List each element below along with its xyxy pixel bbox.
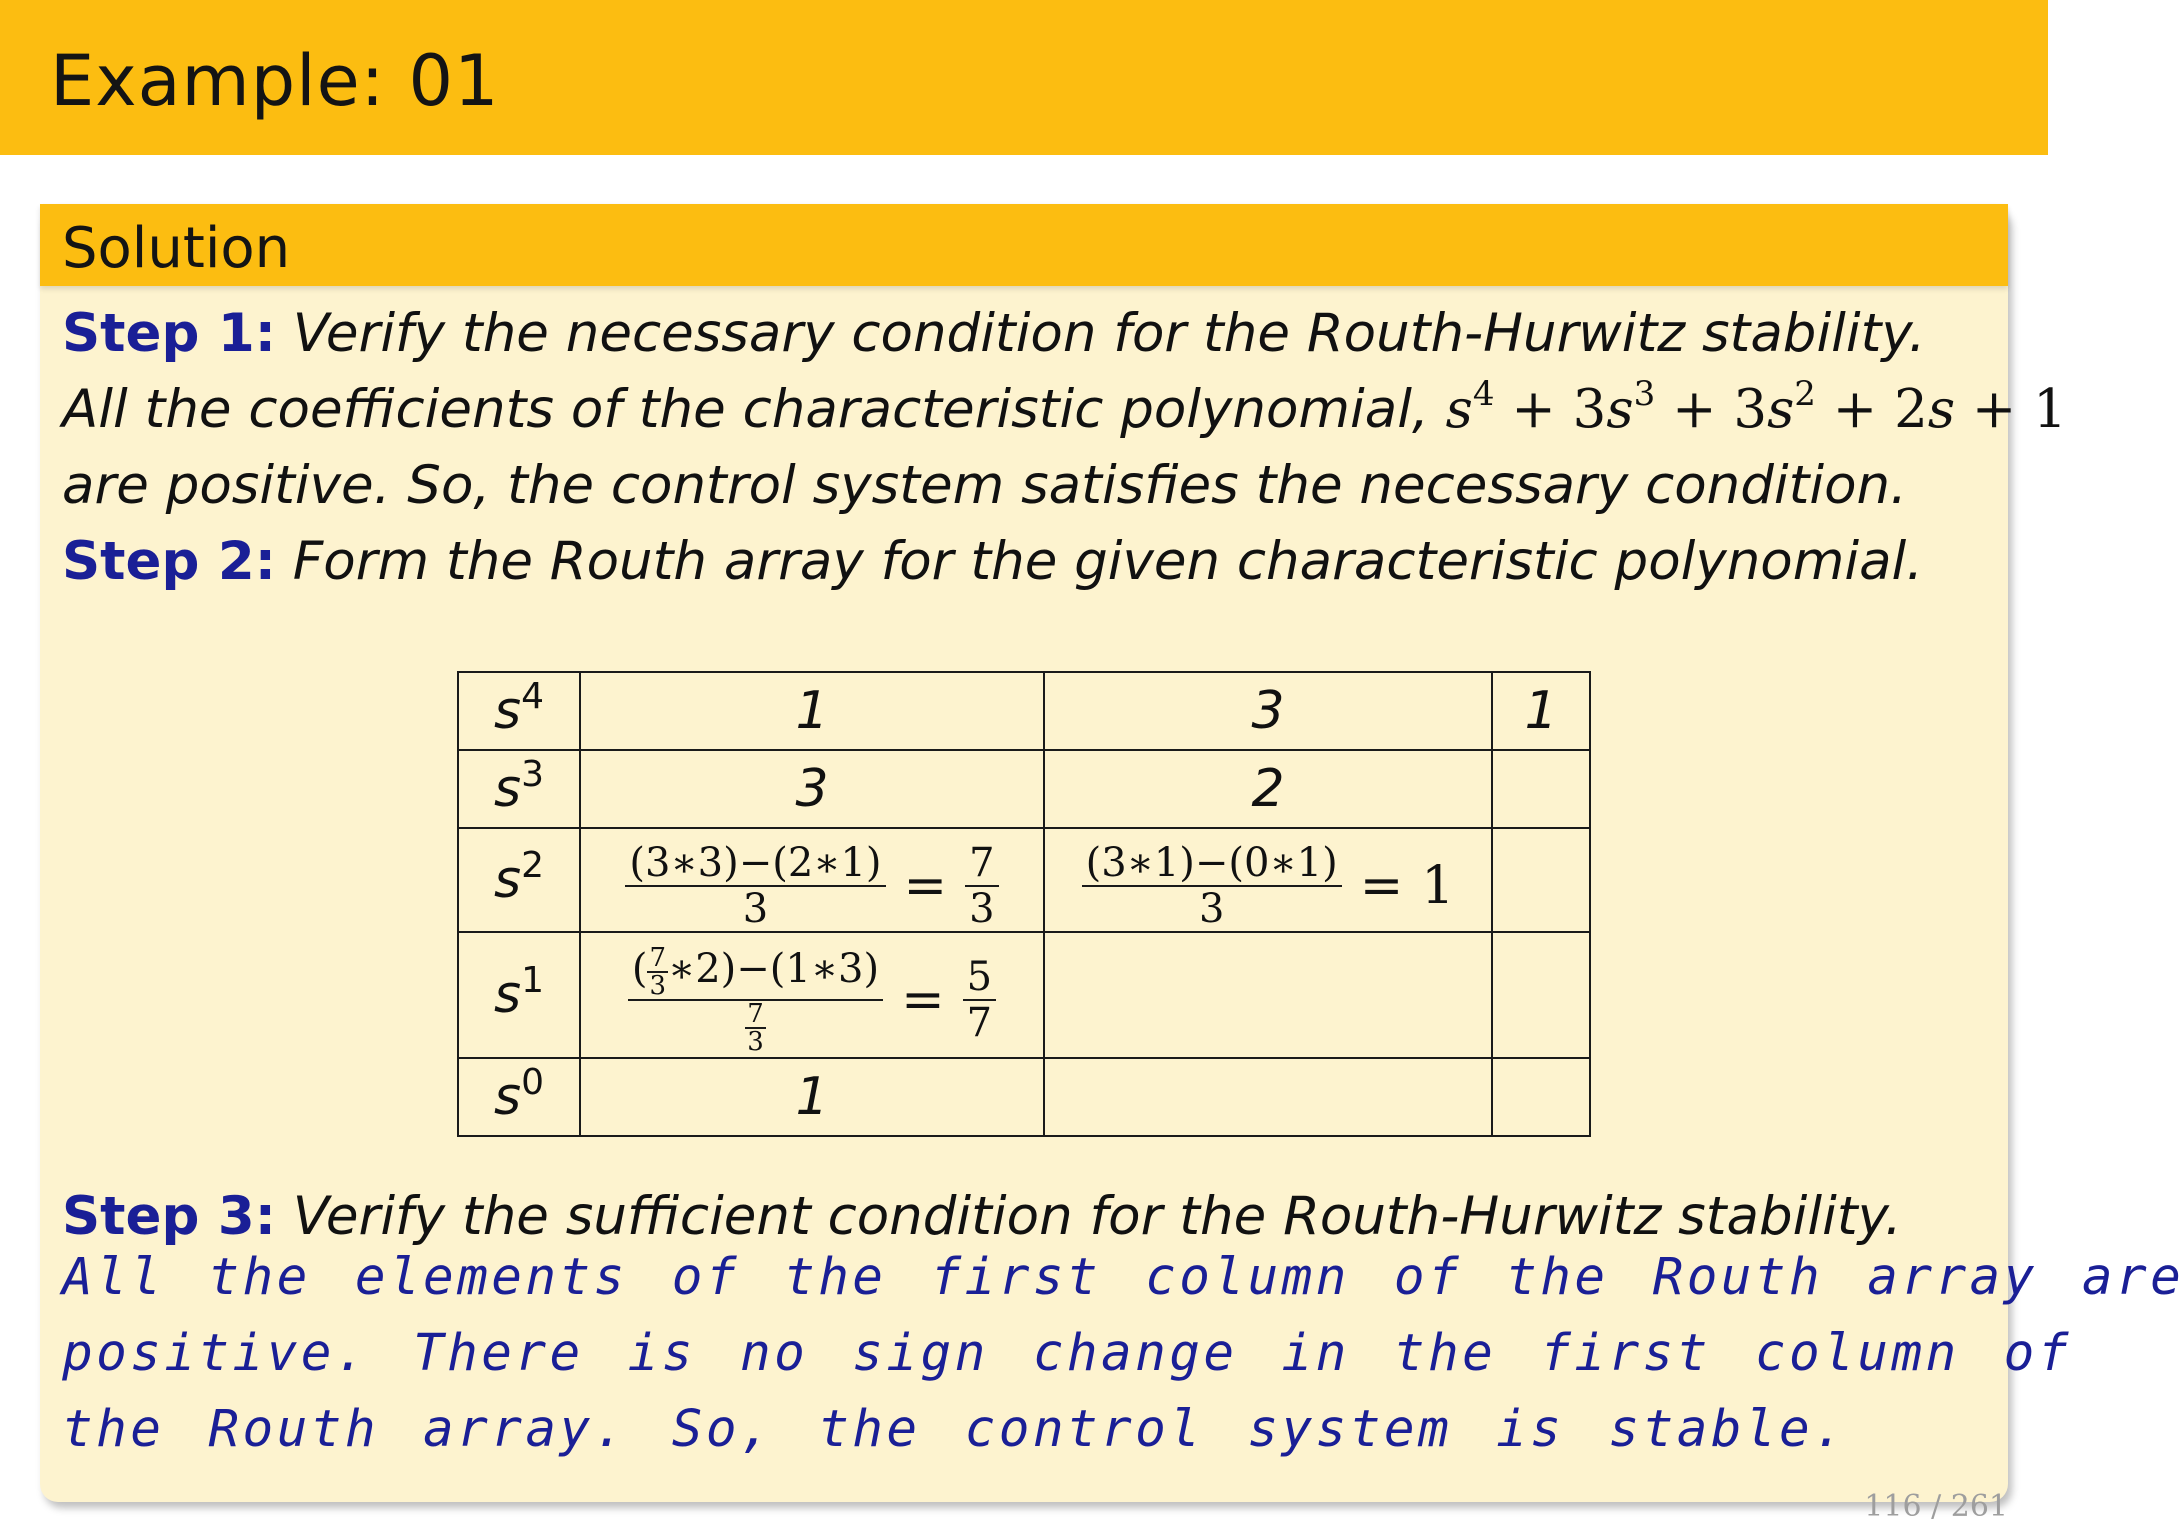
page-number: 116 / 261	[1864, 1489, 2008, 1524]
conclusion-line-3: the Routh array. So, the control system is stable.	[62, 1400, 1848, 1459]
coefficients-line	[62, 374, 2067, 440]
row-label-s3: $s^3$	[458, 750, 580, 828]
step3-label: Step 3:	[62, 1186, 276, 1247]
cell-s1-col2	[1044, 932, 1492, 1058]
cell-s0-col3	[1492, 1058, 1590, 1136]
s2-col1-result: $\frac{7}{3}$	[965, 841, 998, 931]
routh-row-s1	[458, 932, 1590, 1058]
s1-col1-result: $\frac{5}{7}$	[963, 955, 996, 1045]
positive-text: are positive. So, the control system satisfies the necessary condition.	[62, 455, 1907, 516]
row-label-s1: $s^1$	[458, 932, 580, 1058]
step1-text: Verify the necessary condition for the Routh-Hurwitz stability.	[292, 303, 1926, 364]
row-label-s4: $s^4$	[458, 672, 580, 750]
routh-row-s2	[458, 828, 1590, 932]
cell-s3-col2: 2	[1044, 750, 1492, 828]
step2-label: Step 2:	[62, 531, 276, 592]
cell-s2-col1: $\frac{(3∗3)-(2∗1)}{3}$ = $\frac{7}{3}$	[580, 828, 1044, 932]
s2-col2-result: 1	[1421, 856, 1455, 916]
cell-s3-col3	[1492, 750, 1590, 828]
row-label-s2: $s^2$	[458, 828, 580, 932]
row-label-s0: $s^0$	[458, 1058, 580, 1136]
title-bar	[0, 0, 2048, 155]
cell-s4-col2: 3	[1044, 672, 1492, 750]
s1-col1-fraction: ( $\frac{7}{3}$ ∗2)−(1∗3) $\frac{7}{3}$	[628, 945, 883, 1055]
routh-array-table	[457, 671, 1591, 1137]
polynomial: $s^4 + 3s^3 + 3s^2 + 2s + 1$	[1445, 374, 2067, 440]
cell-s4-col1: 1	[580, 672, 1044, 750]
step2-line	[62, 532, 1923, 592]
s2-col1-fraction: $\frac{(3∗3)-(2∗1)}{3}$	[625, 841, 885, 931]
block-header	[40, 204, 2008, 286]
cell-s0-col1: 1	[580, 1058, 1044, 1136]
cell-s2-col2: $\frac{(3∗1)-(0∗1)}{3}$ = 1	[1044, 828, 1492, 932]
step2-text: Form the Routh array for the given characteristic polynomial.	[292, 531, 1924, 592]
cell-s1-col3	[1492, 932, 1590, 1058]
step1-label: Step 1:	[62, 303, 276, 364]
positive-line	[62, 456, 1907, 516]
s2-col2-fraction: $\frac{(3∗1)-(0∗1)}{3}$	[1082, 841, 1342, 931]
routh-row-s4	[458, 672, 1590, 750]
cell-s1-col1: ( $\frac{7}{3}$ ∗2)−(1∗3) $\frac{7}{3}$ = $\frac{5}{7}$	[580, 932, 1044, 1058]
cell-s2-col3	[1492, 828, 1590, 932]
conclusion-line-1: All the elements of the first column of the Routh array are	[62, 1248, 2184, 1307]
coefficients-text: All the coefficients of the characteristic polynomial,	[62, 379, 1429, 440]
step1-line	[62, 304, 1926, 364]
cell-s0-col2	[1044, 1058, 1492, 1136]
step3-text: Verify the sufficient condition for the Routh-Hurwitz stability.	[292, 1186, 1902, 1247]
cell-s3-col1: 3	[580, 750, 1044, 828]
routh-row-s3	[458, 750, 1590, 828]
routh-row-s0	[458, 1058, 1590, 1136]
cell-s4-col3: 1	[1492, 672, 1590, 750]
solution-block	[40, 204, 2184, 1502]
conclusion-line-2: positive. There is no sign change in the first column of	[62, 1324, 2072, 1383]
slide-title: Example: 01	[50, 40, 500, 122]
step3-line	[62, 1187, 1902, 1247]
block-heading: Solution	[62, 216, 291, 281]
